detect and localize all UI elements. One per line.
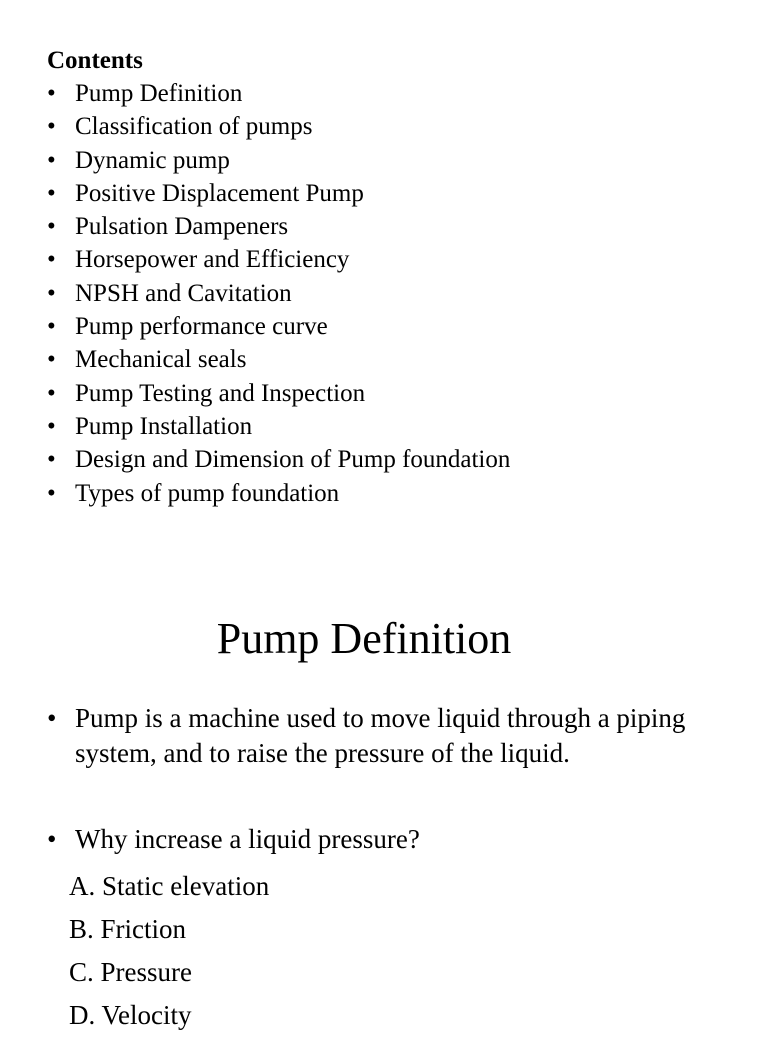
contents-item-label: Pump Testing and Inspection [75, 379, 366, 407]
bullet-icon: • [47, 446, 56, 474]
bullet-icon: • [47, 246, 56, 274]
bullet-icon: • [47, 113, 56, 141]
contents-item-label: Pump Installation [75, 412, 253, 440]
bullet-icon: • [47, 379, 56, 407]
bullet-icon: • [47, 824, 57, 854]
contents-item [47, 410, 747, 443]
answer-list [69, 865, 269, 1037]
contents-item-label: Positive Displacement Pump [75, 179, 364, 207]
bullet-icon: • [47, 146, 56, 174]
contents-item [47, 343, 747, 376]
bullet-icon: • [47, 479, 56, 507]
contents-item [47, 377, 747, 410]
contents-item [47, 77, 747, 110]
contents-item [47, 243, 747, 276]
contents-list [47, 77, 747, 510]
contents-item-label: Pulsation Dampeners [75, 213, 289, 241]
contents-item [47, 210, 747, 243]
bullet-icon: • [47, 703, 57, 733]
bullet-icon: • [47, 213, 56, 241]
table-of-contents [47, 44, 747, 510]
section-title: Pump Definition [216, 614, 512, 663]
contents-item-label: Classification of pumps [75, 113, 313, 141]
answer-item: D. Velocity [69, 1000, 192, 1030]
contents-heading: Contents [47, 47, 143, 74]
bullet-icon: • [47, 80, 56, 107]
contents-item-label: Design and Dimension of Pump foundation [75, 446, 511, 474]
contents-item-label: Pump Definition [75, 80, 243, 107]
answer-item: A. Static elevation [69, 871, 270, 901]
contents-item-label: Types of pump foundation [75, 479, 340, 507]
bullet-icon: • [47, 279, 56, 307]
contents-item-label: Horsepower and Efficiency [75, 246, 350, 274]
bullet-icon: • [47, 179, 56, 207]
definition-text: Pump is a machine used to move liquid through a piping system, and to raise the pressure of the liquid. [75, 703, 686, 768]
question-paragraph [47, 822, 737, 857]
contents-item [47, 443, 747, 476]
contents-item [47, 110, 747, 143]
bullet-icon: • [47, 412, 56, 440]
answer-item: B. Friction [69, 914, 187, 944]
contents-item [47, 477, 747, 510]
contents-item [47, 177, 747, 210]
contents-item-label: NPSH and Cavitation [75, 279, 292, 307]
bullet-icon: • [47, 313, 56, 341]
contents-item [47, 144, 747, 177]
contents-item-label: Mechanical seals [75, 346, 247, 374]
contents-item [47, 310, 747, 343]
definition-paragraph [47, 701, 737, 771]
answer-item: C. Pressure [69, 957, 192, 987]
contents-item [47, 277, 747, 310]
bullet-icon: • [47, 346, 56, 374]
question-text: Why increase a liquid pressure? [75, 824, 420, 854]
contents-item-label: Dynamic pump [75, 146, 230, 174]
contents-item-label: Pump performance curve [75, 313, 328, 341]
